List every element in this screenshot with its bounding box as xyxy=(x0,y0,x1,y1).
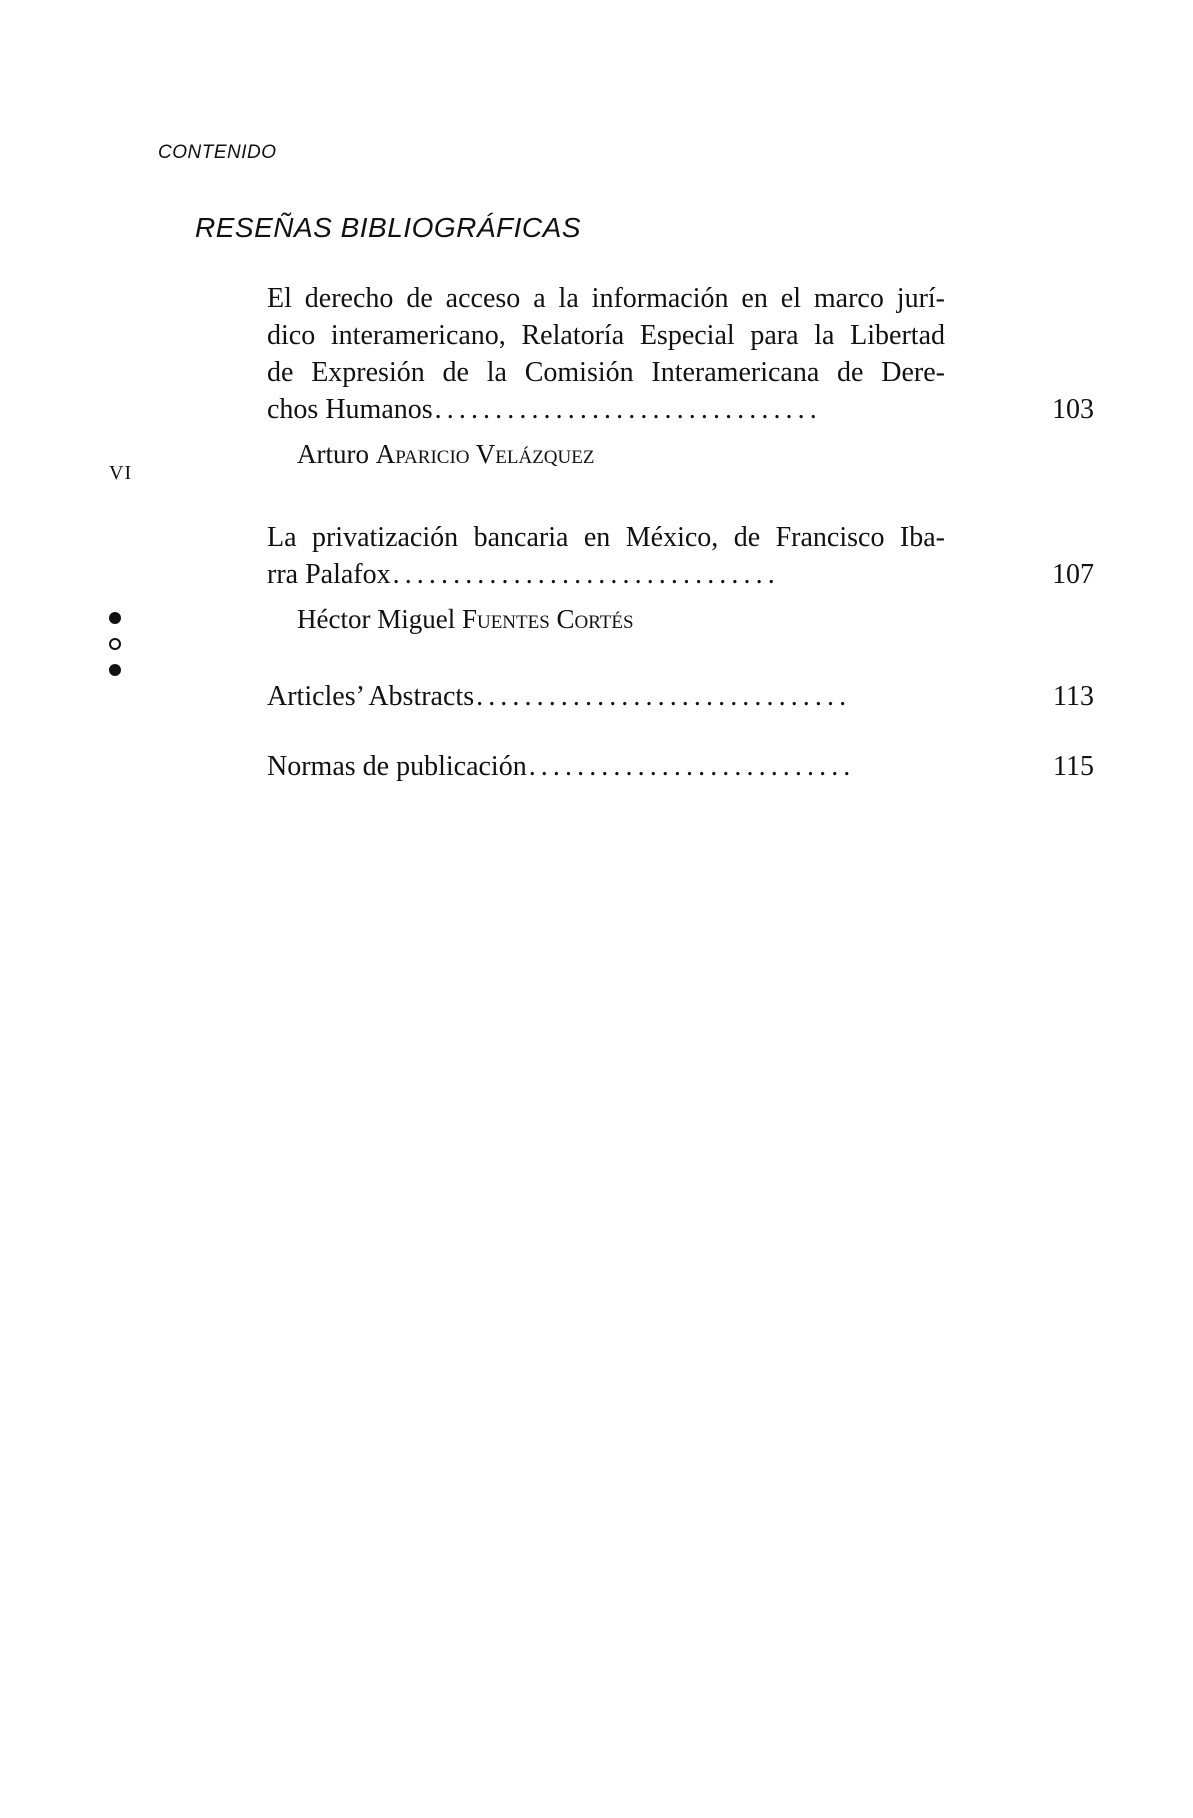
toc-entry xyxy=(267,519,1094,638)
entry-last-line xyxy=(267,748,1094,785)
entry-title-end: Normas de publicación xyxy=(267,751,527,782)
page-number: 113 xyxy=(1053,681,1094,712)
toc-entry xyxy=(267,748,1094,785)
page-number: 115 xyxy=(1053,751,1094,782)
entry-title-line: La privatización bancaria en México, de Francisco Iba- xyxy=(267,522,945,553)
toc-entry xyxy=(267,678,1094,715)
entry-title xyxy=(267,519,945,556)
page-number: 103 xyxy=(1052,394,1094,425)
author-given-name: Arturo xyxy=(297,439,369,469)
author-surname: Fuentes Cortés xyxy=(461,604,634,634)
dot-leader: ................................ xyxy=(392,559,780,590)
running-head: CONTENIDO xyxy=(158,142,277,163)
page-folio: VI xyxy=(109,462,133,484)
entry-last-line xyxy=(267,391,1094,428)
entry-title-line: dico interamericano, Relatoría Especial para la Libertad xyxy=(267,320,945,351)
dot-leader: ................................ xyxy=(434,394,822,425)
entry-last-line xyxy=(267,678,1094,715)
entry-author xyxy=(267,601,1094,638)
author-surname: Aparicio Velázquez xyxy=(375,439,595,469)
entry-title-end: Articles’ Abstracts xyxy=(267,681,475,712)
author-given-name: Héctor Miguel xyxy=(297,604,456,634)
dot-leader: ........................... xyxy=(528,751,856,782)
entry-author xyxy=(267,436,1094,473)
filled-dot-icon xyxy=(109,612,121,624)
entry-title-line: de Expresión de la Comisión Interamericana de Dere- xyxy=(267,357,945,388)
dot-leader: ............................... xyxy=(476,681,852,712)
toc-entry xyxy=(267,280,1094,473)
section-heading: RESEÑAS BIBLIOGRÁFICAS xyxy=(195,212,581,243)
entry-title-line: El derecho de acceso a la información en el marco jurí- xyxy=(267,283,945,314)
hollow-dot-icon xyxy=(109,638,121,650)
entry-title-end: rra Palafox xyxy=(267,559,391,590)
entry-title xyxy=(267,280,945,391)
entry-title-end: chos Humanos xyxy=(267,394,433,425)
filled-dot-icon xyxy=(109,664,121,676)
page-number: 107 xyxy=(1052,559,1094,590)
ornament-dots xyxy=(109,612,123,690)
entry-last-line xyxy=(267,556,1094,593)
